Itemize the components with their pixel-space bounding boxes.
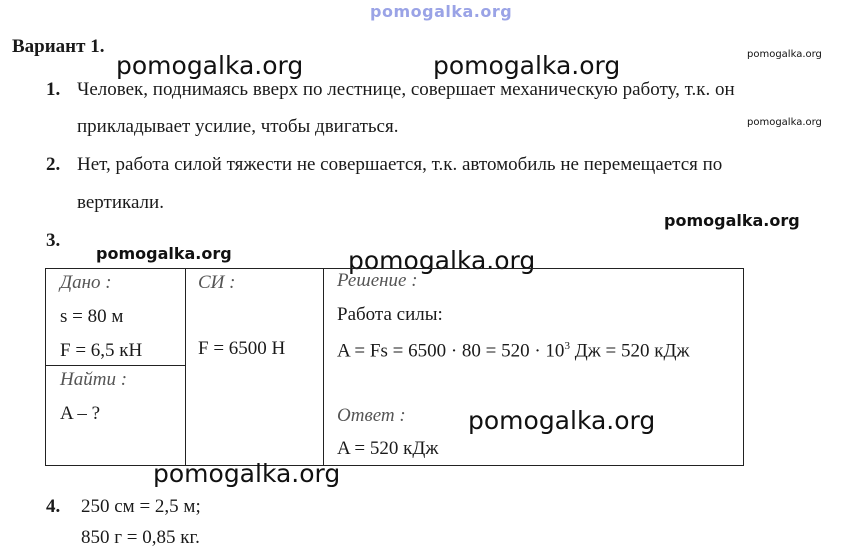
given-f: F = 6,5 кН xyxy=(60,340,143,361)
table-frame xyxy=(45,268,744,466)
item-number: 2. xyxy=(46,154,61,175)
si-header: СИ : xyxy=(198,272,236,293)
find-header: Найти : xyxy=(60,369,128,390)
watermark: pomogalka.org xyxy=(468,406,656,435)
watermark: pomogalka.org xyxy=(433,51,621,80)
si-f: F = 6500 Н xyxy=(198,338,286,359)
answer-header: Ответ : xyxy=(337,405,406,426)
watermark: pomogalka.org xyxy=(747,117,822,128)
variant-title: Вариант 1. xyxy=(12,36,105,57)
watermark: pomogalka.org xyxy=(153,459,341,488)
table-divider xyxy=(45,365,186,366)
item-text-line: 850 г = 0,85 кг. xyxy=(81,527,200,548)
find-a: A – ? xyxy=(60,403,101,424)
watermark: pomogalka.org xyxy=(747,49,822,60)
item-text-line: 250 см = 2,5 м; xyxy=(81,496,201,517)
item-text-line: Человек, поднимаясь вверх по лестнице, совершает механическую работу, т.к. он xyxy=(77,79,735,100)
item-number: 3. xyxy=(46,230,61,251)
item-number: 1. xyxy=(46,79,61,100)
table-divider xyxy=(323,268,324,465)
item-text-line: вертикали. xyxy=(77,192,164,213)
given-header: Дано : xyxy=(60,272,112,293)
watermark: pomogalka.org xyxy=(348,246,536,275)
item-number: 4. xyxy=(46,496,61,517)
watermark: pomogalka.org xyxy=(116,51,304,80)
watermark: pomogalka.org xyxy=(96,244,232,263)
item-text-line: Нет, работа силой тяжести не совершается, т.к. автомобиль не перемещается по xyxy=(77,154,723,175)
table-divider xyxy=(185,268,186,465)
watermark: pomogalka.org xyxy=(664,211,800,230)
item-text-line: прикладывает усилие, чтобы двигаться. xyxy=(77,116,399,137)
solution-formula: $A = Fs = 6500 \cdot 80 = 520 \cdot 10^3$ Дж = 520 кДж xyxy=(337,340,690,362)
watermark-top: pomogalka.org xyxy=(370,2,513,21)
solution-text: Работа силы: xyxy=(337,304,443,325)
solution-header: Решение : xyxy=(337,270,418,291)
given-s: s = 80 м xyxy=(60,306,124,327)
answer-value: A = 520 кДж xyxy=(337,438,439,459)
